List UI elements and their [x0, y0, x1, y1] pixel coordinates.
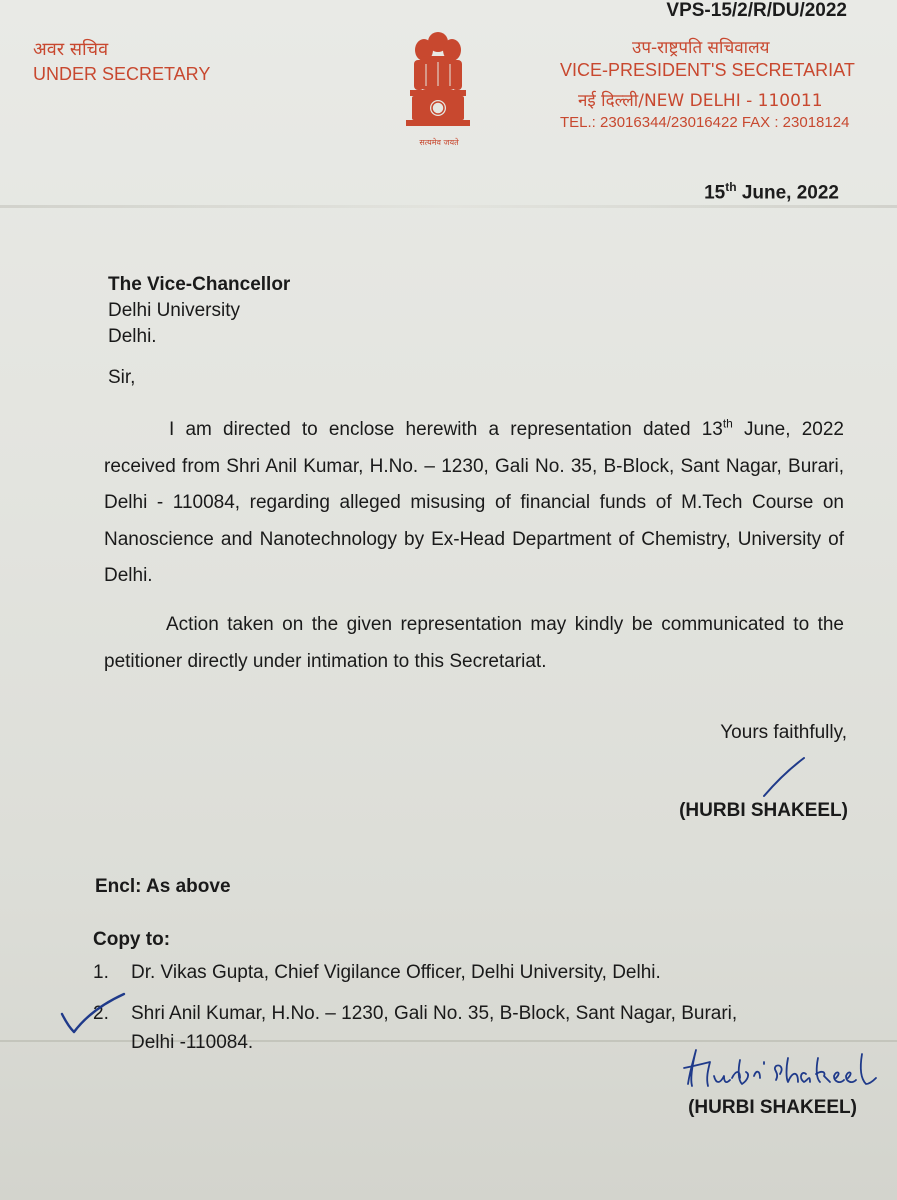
copy-item-2-text-line2: Delhi -110084.: [131, 1032, 254, 1053]
designation-hindi: अवर सचिव: [33, 39, 109, 60]
office-name-hindi: उप-राष्ट्रपति सचिवालय: [632, 38, 770, 58]
copy-item-2-text-line1: Shri Anil Kumar, H.No. – 1230, Gali No. 35, B-Block, Sant Nagar, Burari,: [131, 1003, 738, 1024]
initial-stroke-icon: [758, 752, 808, 802]
body-paragraph-2: Action taken on the given representation may kindly be communicated to the petitioner directly under intimation to this Secretariat.: [104, 614, 844, 672]
office-name-english: VICE-PRESIDENT'S SECRETARIAT: [560, 60, 855, 80]
designation-english: UNDER SECRETARY: [33, 64, 211, 84]
addressee-title: The Vice-Chancellor: [108, 274, 291, 295]
signatory-name: (HURBI SHAKEEL): [679, 800, 848, 821]
letter-date: 15th June, 2022: [704, 180, 839, 204]
body-paragraph-1: I am directed to enclose herewith a representation dated 13th June, 2022 received from Shri Anil Kumar, H.No. – 1230, Gali No. 35, B-Block, Sant Nagar, Burari, Delhi - 110084, regarding alleged misusing of financial funds of M.Tech Course on Nanoscience and Nanotechnology by Ex-Head Department of Chemistry, University of Delhi.: [104, 416, 844, 586]
copy-to-heading: Copy to:: [93, 929, 171, 950]
emblem-motto: सत्यमेव जयते: [419, 138, 459, 147]
national-emblem-icon: [400, 28, 476, 150]
paper-fold-line: [0, 205, 897, 208]
salutation: Sir,: [108, 367, 136, 388]
addressee-institution: Delhi University: [108, 300, 240, 321]
copy-item-1-text: Dr. Vikas Gupta, Chief Vigilance Officer, Delhi University, Delhi.: [131, 962, 661, 983]
office-city: नई दिल्ली/NEW DELHI - 110011: [578, 91, 823, 111]
copy-item-2-number: 2.: [93, 1003, 109, 1024]
signatory-name-bottom: (HURBI SHAKEEL): [688, 1097, 857, 1118]
handwritten-signature-icon: [680, 1040, 880, 1100]
closing: Yours faithfully,: [720, 722, 847, 743]
reference-number: VPS-15/2/R/DU/2022: [666, 0, 847, 21]
addressee-city: Delhi.: [108, 326, 157, 347]
copy-item-1-number: 1.: [93, 962, 109, 983]
addressee-block: [108, 272, 290, 350]
enclosure-note: Encl: As above: [95, 876, 231, 897]
office-contact: TEL.: 23016344/23016422 FAX : 23018124: [560, 114, 850, 131]
checkmark-icon: [58, 992, 128, 1037]
